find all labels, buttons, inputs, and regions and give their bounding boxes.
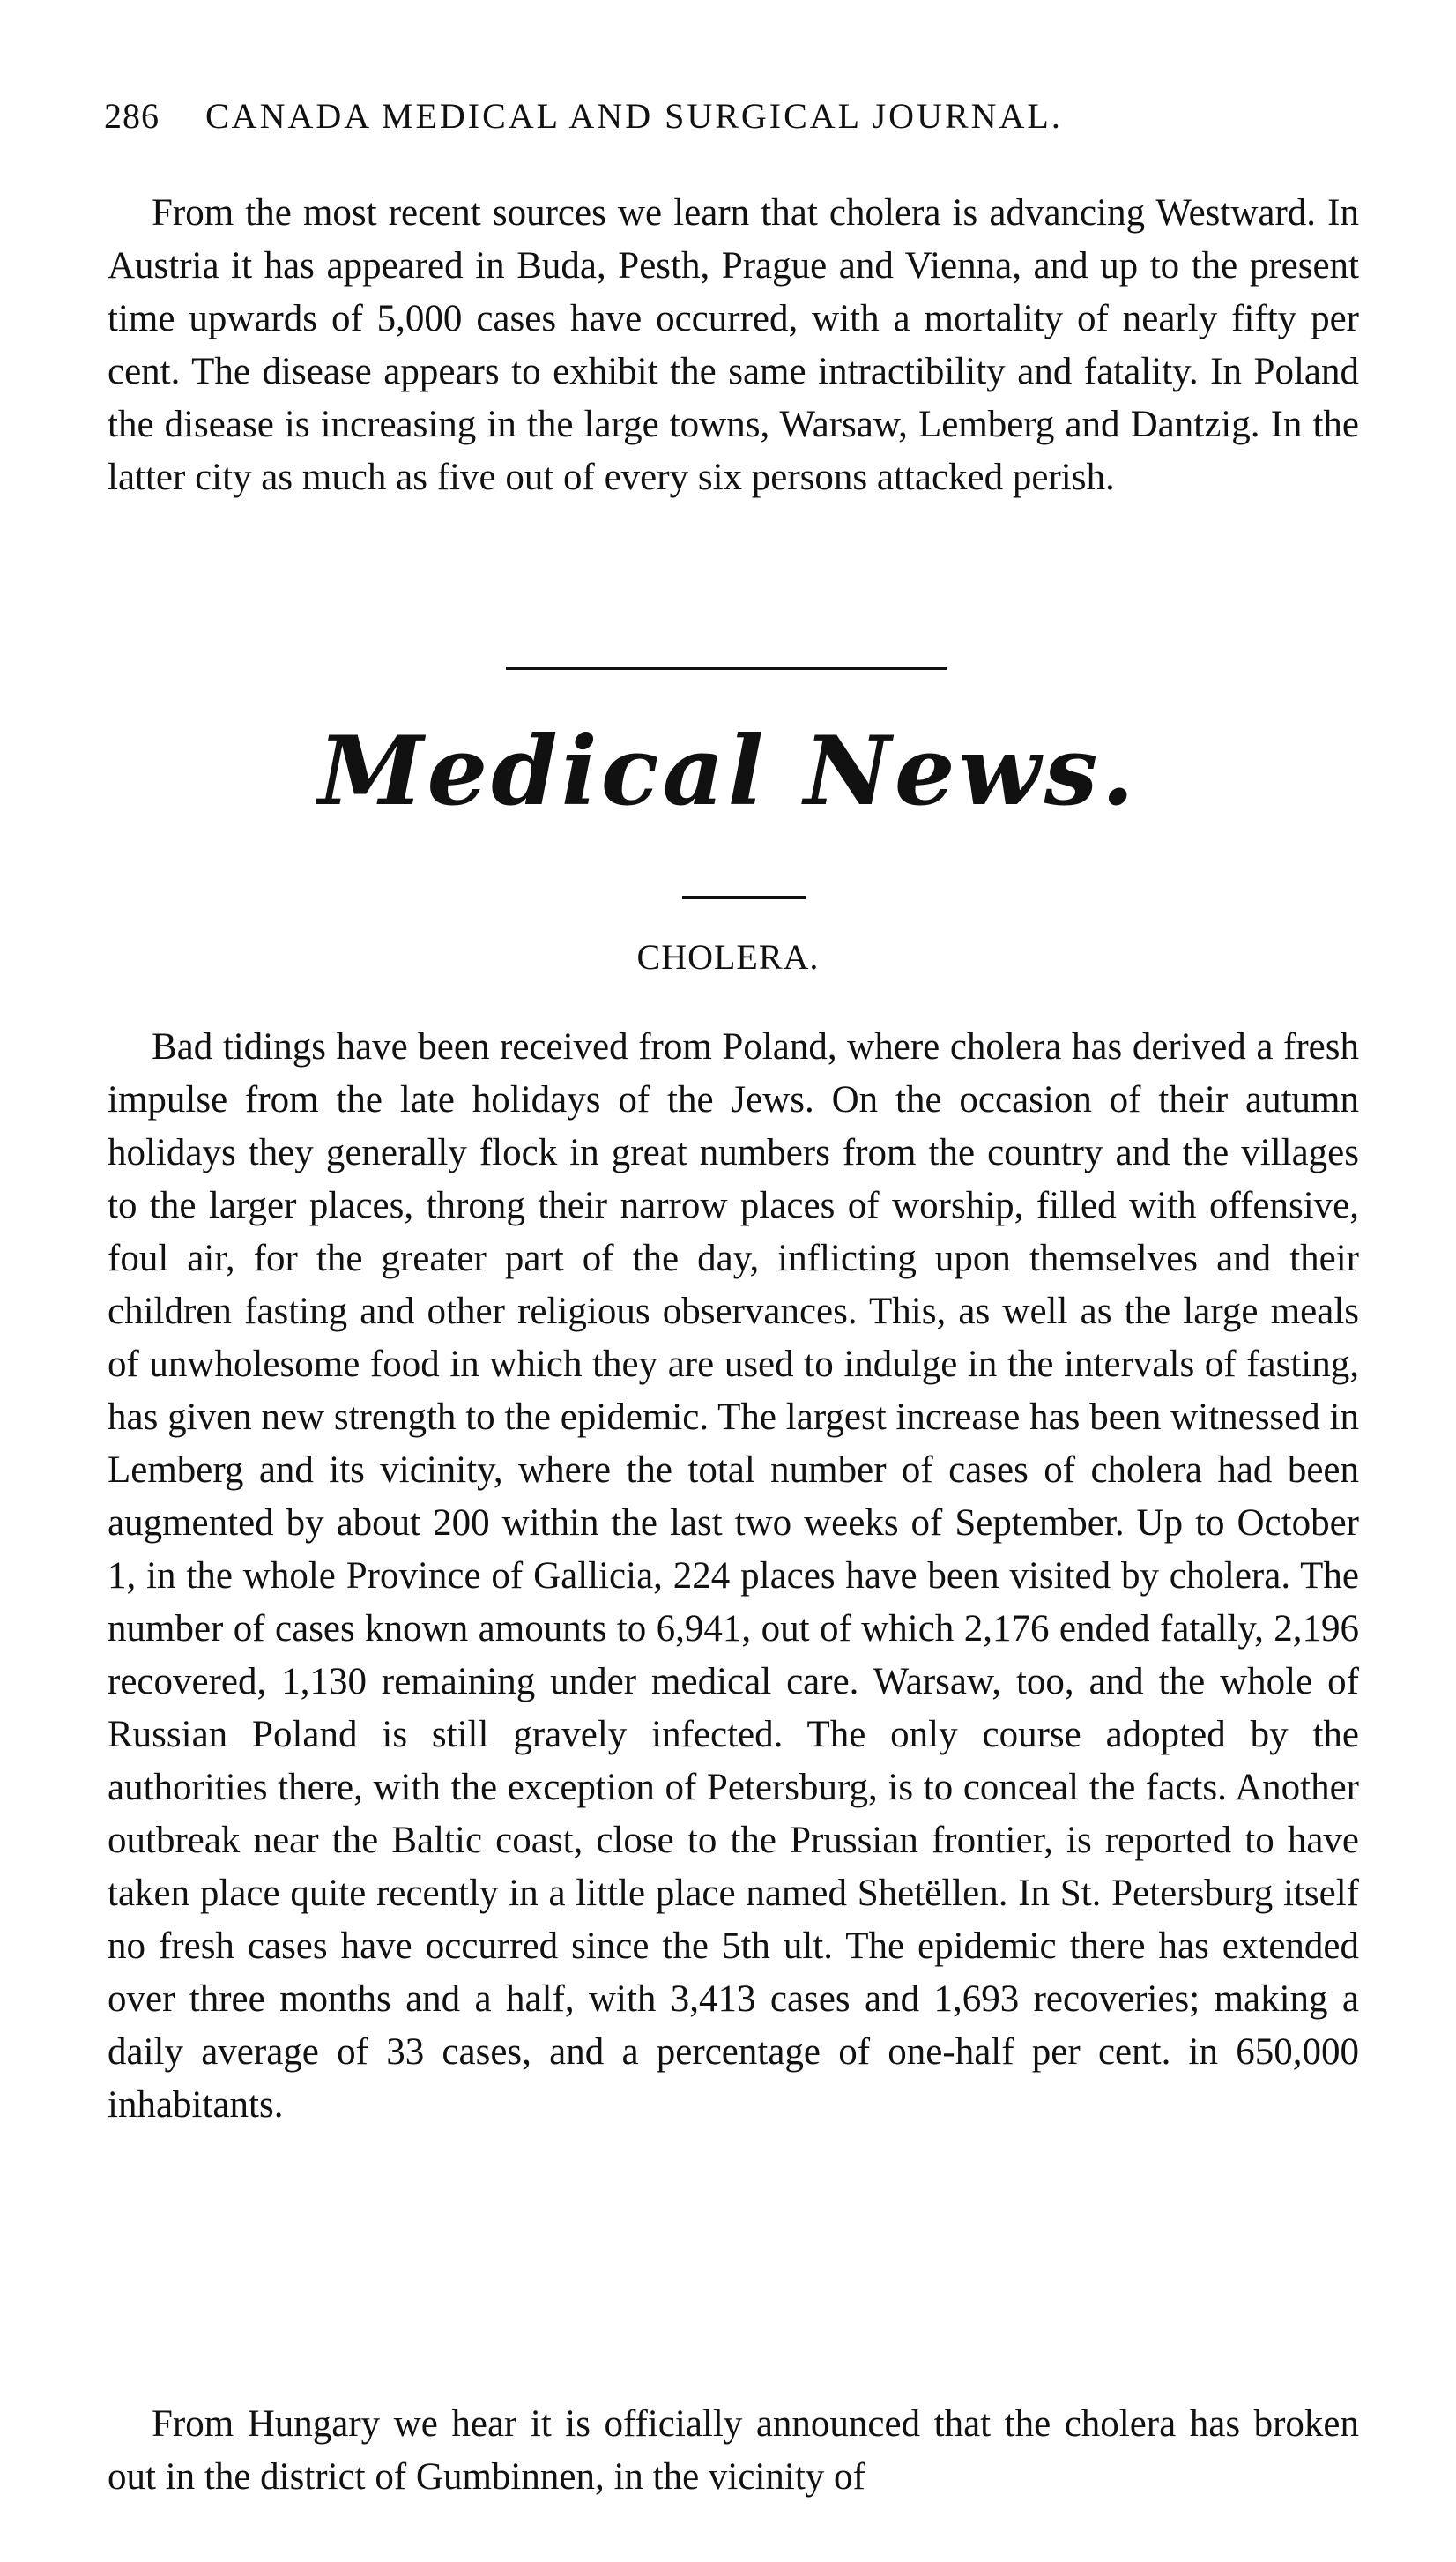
journal-title: CANADA MEDICAL AND SURGICAL JOURNAL. — [205, 96, 1063, 136]
title-underline-rule — [682, 896, 806, 899]
intro-paragraph: From the most recent sources we learn that cholera is advancing Westward. In Austria it has appeared in Buda, Pesth, Prague and Vienna, and up to the present time upwards of 5,000 cases have occurred, with a mortality of nearly fifty per cent. The disease appears to exhibit the same intractibility and fatality. In Poland the disease is increasing in the large towns, Warsaw, Lemberg and Dantzig. In the latter city as much as five out of every six persons attacked perish. — [108, 192, 1359, 498]
section-title: Medical News. — [318, 716, 1138, 827]
article-paragraph-continued: From Hungary we hear it is officially announced that the cholera has broken out in the district of Gumbinnen, in the vicinity of — [108, 2403, 1359, 2498]
article-subheading: CHOLERA. — [636, 937, 820, 977]
article-paragraph: Bad tidings have been received from Poland, where cholera has derived a fresh impulse from the late holidays of the Jews. On the occasion of their autumn holidays they generally flock in great numbers from the country and the villages to the larger places, throng their narrow places of worship, filled with offensive, foul air, for the greater part of the day, inflicting upon themselves and their children fasting and other religious observances. This, as well as the large meals of unwholesome food in which they are used to indulge in the intervals of fasting, has given new strength to the epidemic. The largest increase has been witnessed in Lemberg and its vicinity, where the total number of cases of cholera had been augmented by about 200 within the last two weeks of September. Up to October 1, in the whole Province of Gallicia, 224 places have been visited by cholera. The number of cases known amounts to 6,941, out of which 2,176 ended fatally, 2,196 recovered, 1,130 remaining under medical care. Warsaw, too, and the whole of Russian Poland is still gravely infected. The only course adopted by the authorities there, with the exception of Petersburg, is to conceal the facts. Another outbreak near the Baltic coast, close to the Prussian frontier, is reported to have taken place quite recently in a little place named Shetëllen. In St. Petersburg itself no fresh cases have occurred since the 5th ult. The epidemic there has extended over three months and a half, with 3,413 cases and 1,693 recoveries; making a daily average of 33 cases, and a percentage of one-half per cent. in 650,000 inhabitants. — [108, 1026, 1359, 2126]
section-divider-rule — [506, 667, 947, 670]
running-head — [104, 95, 1373, 137]
page-number: 286 — [104, 96, 160, 136]
